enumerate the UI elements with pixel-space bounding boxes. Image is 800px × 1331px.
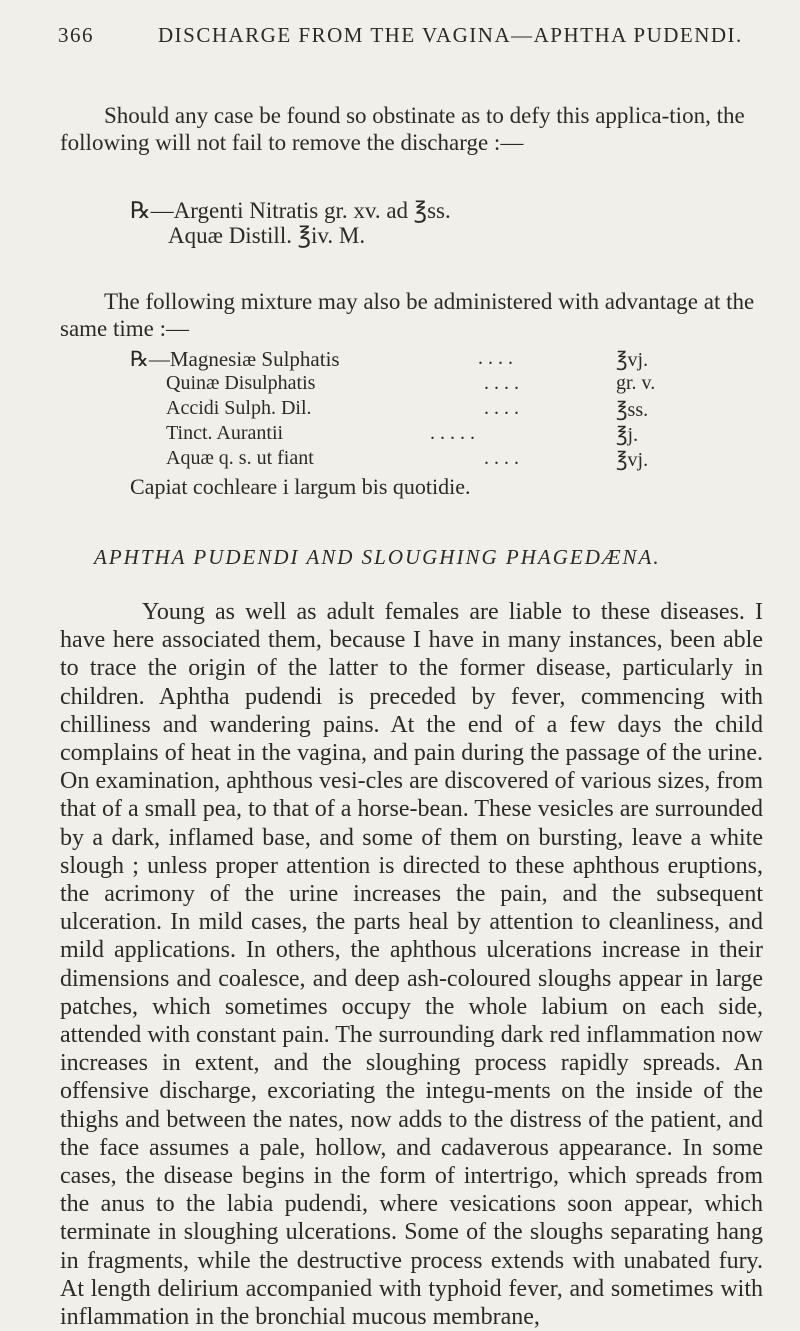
- rx-item-name: Aquæ q. s. ut fiant: [166, 447, 314, 469]
- intro-paragraph: Should any case be found so obstinate as to defy this applica-tion, the following will not fail to remove the discharge :—: [60, 103, 745, 155]
- rx-item-dots: . . . .: [484, 397, 519, 419]
- rx-item-name: Quinæ Disulphatis: [166, 372, 316, 394]
- rx-item-dots: . . . .: [484, 447, 519, 469]
- section-body: Young as well as adult females are liable to these diseases. I have here associated them, because I have in many instances, been able to trace the origin of the latter to the former disease, particularly in children. Aphtha pudendi is preceded by fever, commencing with chilliness and wandering pains. At the end of a few days the child complains of heat in the vagina, and pain during the passage of the urine. On examination, aphthous vesi-cles are discovered of various sizes, from that of a small pea, to that of a horse-bean. These vesicles are surrounded by a dark, inflamed base, and some of them on bursting, leave a white slough ; unless proper attention is directed to these aphthous eruptions, the acrimony of the urine increases the pain, and the subsequent ulceration. In mild cases, the parts heal by attention to cleanliness, and mild applications. In others, the aphthous ulcerations increase in their dimensions and coalesce, and deep ash-coloured sloughs appear in large patches, which sometimes occupy the whole labium on each side, attended with constant pain. The surrounding dark red inflammation now increases in extent, and the sloughing process rapidly spreads. An offensive discharge, excoriating the integu-ments on the inside of the thighs and between the nates, now adds to the distress of the patient, and the face assumes a pale, hollow, and cadaverous appearance. In some cases, the disease begins in the form of intertrigo, which spreads from the anus to the labia pudendi, where vesications soon appear, which terminate in sloughing ulcerations. Some of the sloughs separating hang in fragments, while the destructive process extends with unabated fury. At length delirium accompanied with typhoid fever, and sometimes with inflammation in the bronchial mucous membrane,: [60, 599, 763, 1331]
- rx-item-dose: ℥ss.: [616, 399, 649, 421]
- prescription-1-line-1: ℞—Argenti Nitratis gr. xv. ad ℥ss.: [130, 198, 451, 223]
- section-title: APHTHA PUDENDI AND SLOUGHING PHAGEDÆNA.: [94, 545, 661, 569]
- page-number: 366: [58, 23, 94, 47]
- rx-directions: Capiat cochleare i largum bis quotidie.: [130, 474, 471, 499]
- rx-item-dose: ℥vj.: [616, 449, 649, 471]
- mixture-paragraph: The following mixture may also be administered with advantage at the same time :—: [60, 289, 755, 341]
- rx-item-name: Accidi Sulph. Dil.: [166, 397, 312, 419]
- prescription-1: [130, 198, 451, 248]
- rx-item-dose: gr. v.: [616, 372, 656, 394]
- running-title: DISCHARGE FROM THE VAGINA—APHTHA PUDENDI.: [158, 23, 743, 47]
- page-header: [58, 23, 760, 48]
- rx-item-dots: . . . .: [478, 347, 513, 369]
- rx-item-dose: ℥j.: [616, 424, 639, 446]
- rx-item-dose: ℥vj.: [616, 349, 649, 371]
- prescription-1-line-2: Aquæ Distill. ℥iv. M.: [168, 223, 366, 248]
- rx-item-name: Tinct. Aurantii: [166, 422, 284, 444]
- rx-item-dots: . . . . .: [430, 422, 475, 444]
- rx-item-name: ℞—Magnesiæ Sulphatis: [130, 347, 340, 371]
- rx-item-dots: . . . .: [484, 372, 519, 394]
